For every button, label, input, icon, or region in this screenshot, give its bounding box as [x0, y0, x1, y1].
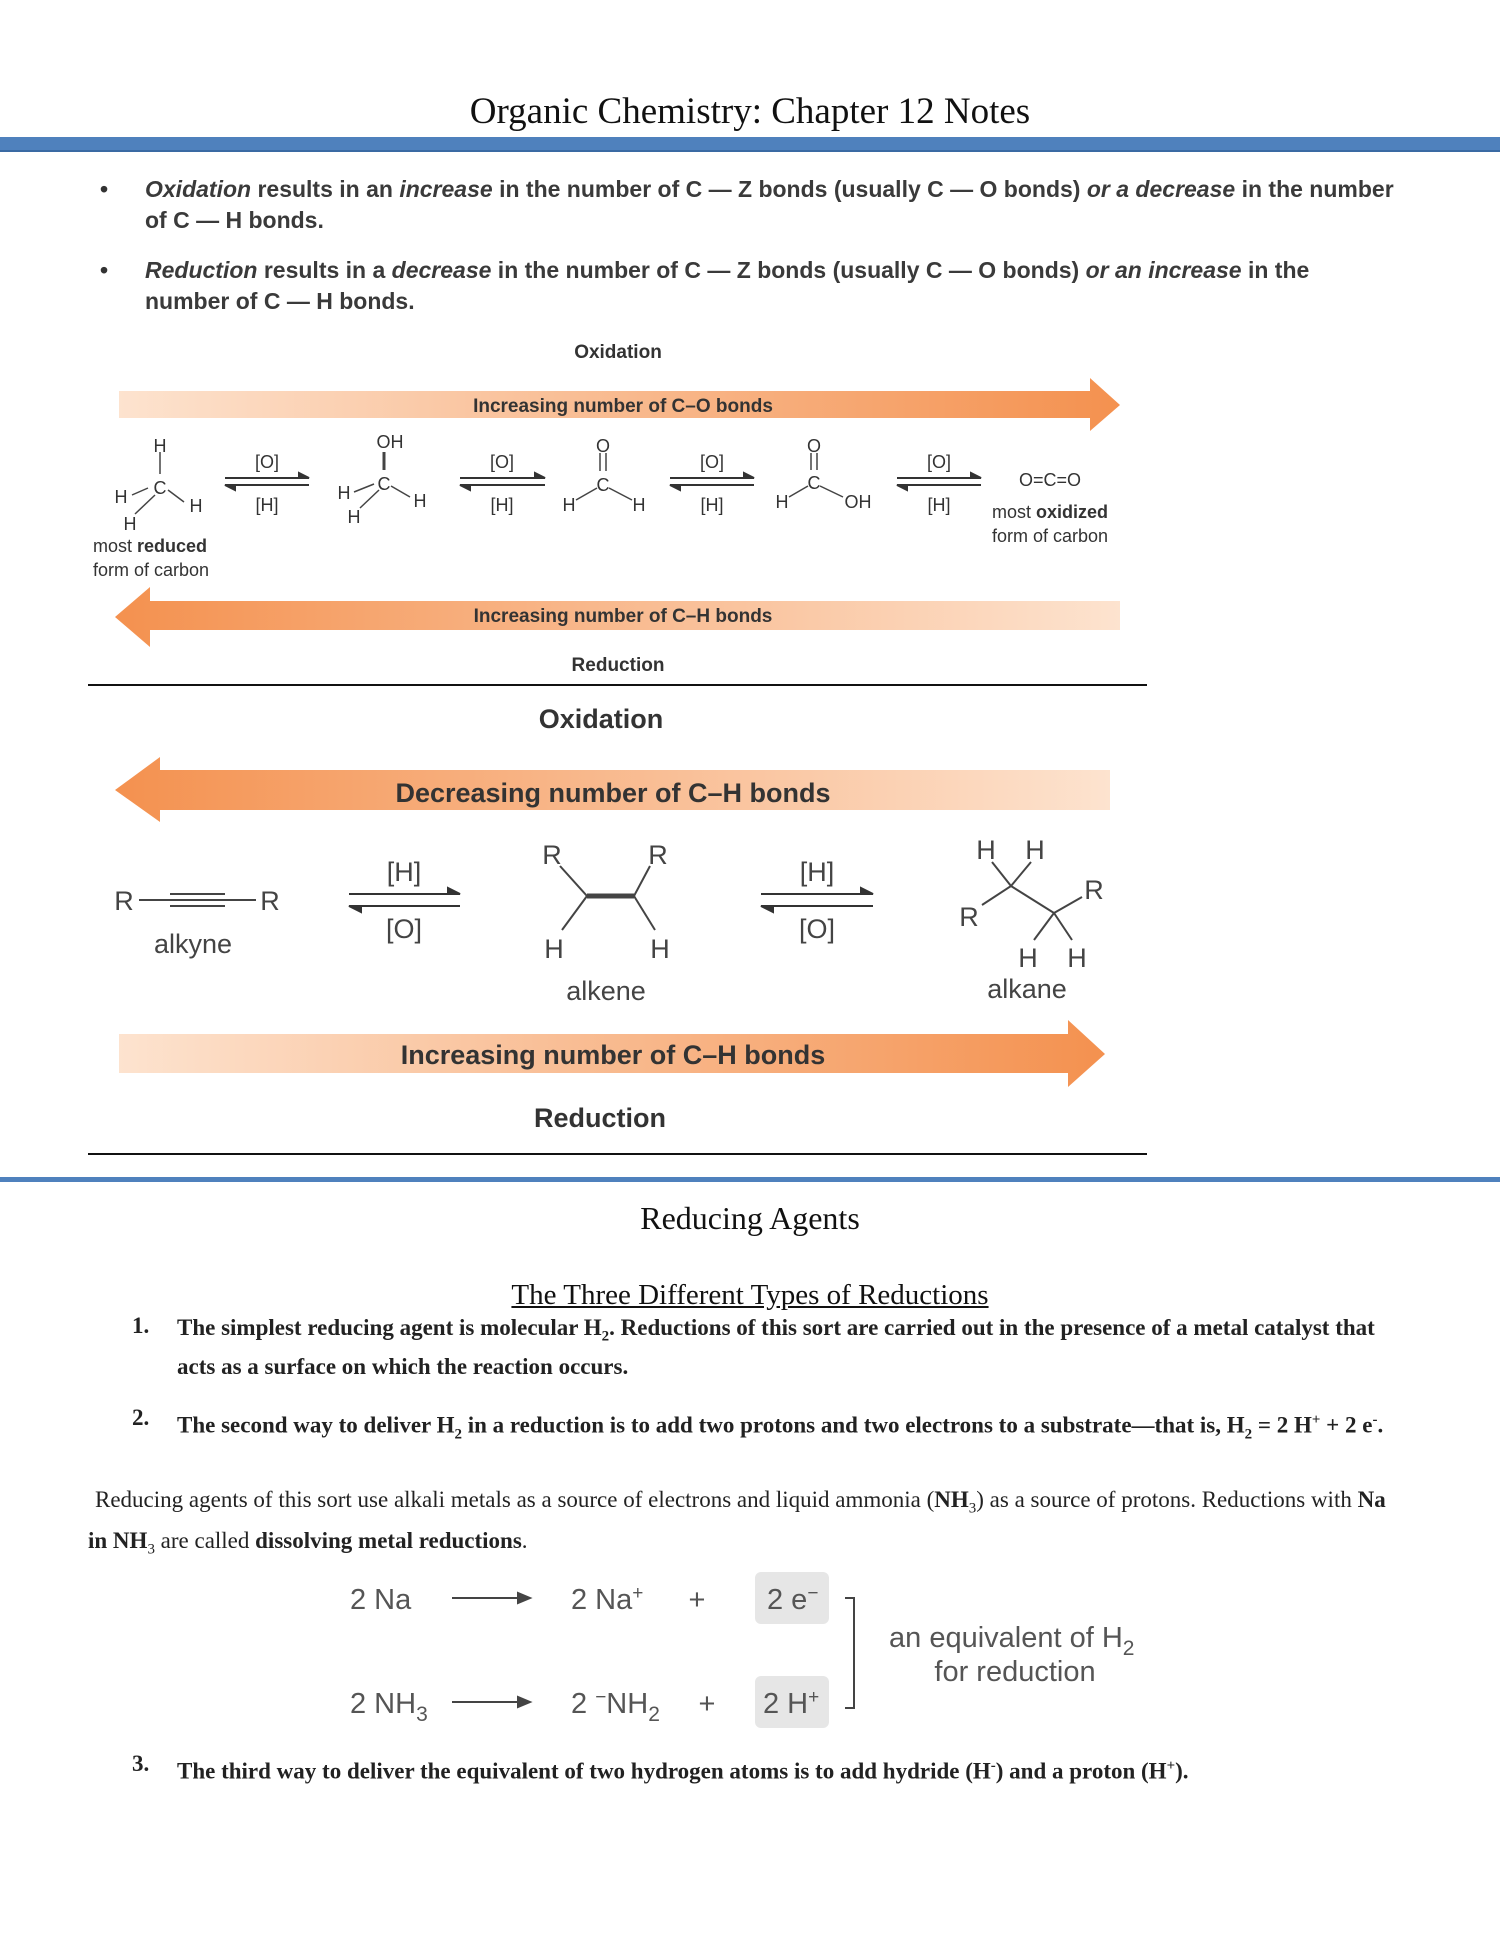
diagram-text: H [189, 496, 203, 516]
text-span: Reduction [145, 257, 258, 283]
section-title: Reducing Agents [640, 1200, 860, 1236]
item-number: 3. [132, 1751, 150, 1776]
equilibrium-arrows [349, 888, 873, 912]
diagram-text: H [632, 495, 646, 515]
diagram-text: C [596, 475, 610, 495]
bullet-dot: • [100, 176, 109, 202]
most-oxidized-label [992, 502, 1108, 522]
diagram-text: O [595, 436, 611, 456]
reduction-label: Reduction [534, 1103, 666, 1133]
text-span: - [1372, 1412, 1378, 1428]
diagram-mark [391, 486, 410, 497]
diagram-mark [360, 490, 379, 508]
list-item [177, 1313, 1417, 1382]
text-span: - [990, 1758, 996, 1774]
diagram-text: [O] [254, 452, 280, 472]
diagram-text: [O] [798, 914, 836, 944]
diagram-mark [452, 1593, 530, 1707]
diagram-text: O [806, 436, 822, 456]
diagram-text: 2 H [763, 1688, 809, 1720]
diagram-mark [670, 485, 680, 490]
diagram-text: − [807, 1583, 819, 1604]
diagram-text: most [93, 536, 138, 556]
page-title: Organic Chemistry: Chapter 12 Notes [469, 91, 1031, 132]
text-span: in a reduction is to add two protons and two electrons to a substrate—that is, H [461, 1412, 1245, 1438]
diagram-mark [789, 486, 808, 497]
diagram-mark [861, 888, 873, 894]
carbon-dioxide: O=C=O [1018, 470, 1082, 490]
oxidation-label: Oxidation [574, 342, 662, 363]
diagram-text: an equivalent of H [889, 1622, 1123, 1654]
paragraph [88, 1484, 1408, 1565]
diagram-mark [1034, 913, 1054, 940]
diagram-mark [634, 896, 655, 930]
text-span: or an increase [1085, 257, 1242, 283]
diagram-text: R [260, 886, 280, 916]
diagram-text: [H] [490, 495, 514, 515]
diagram-text: NH [606, 1688, 649, 1720]
diagram-mark [135, 495, 155, 514]
diagram-mark [560, 866, 587, 896]
diagram-text: H [775, 492, 789, 512]
text-span: . [521, 1527, 528, 1553]
diagram-text: 2 [648, 1703, 660, 1726]
diagram-mark [535, 473, 545, 478]
diagram-text: H [153, 436, 167, 456]
text-span: Na in NH [88, 1487, 1386, 1553]
diagram-text: R [542, 840, 562, 870]
diagram-mark [354, 484, 374, 492]
alkene [560, 866, 655, 930]
diagram-text: H [976, 835, 996, 865]
most-reduced-label [93, 536, 207, 556]
text-span: Reducing agents of this sort use alkali metals as a source of electrons and liquid ammonia ( [95, 1487, 935, 1512]
diagram-text: 2 [571, 1688, 596, 1720]
text-span: dissolving metal reductions [255, 1527, 522, 1553]
text-span: Oxidation [145, 176, 252, 202]
diagram-text: + [698, 1688, 716, 1720]
diagram-text: 2 NH [350, 1688, 417, 1720]
text-span: + [1311, 1412, 1321, 1428]
text-span: in the number of C — Z bonds (usually C — O bonds) [492, 176, 1087, 202]
diagram-text: 3 [416, 1703, 428, 1726]
diagram-text: [H] [799, 857, 835, 887]
text-span: in the number of C — H bonds. [145, 176, 1394, 233]
diagram-text: for reduction [934, 1656, 1096, 1688]
diagram-text: R [959, 902, 979, 932]
diagram-mark [634, 866, 650, 896]
diagram-text: [H] [386, 857, 422, 887]
bullet-dot: • [100, 257, 109, 283]
item-number: 2. [132, 1405, 150, 1430]
diagram-text: Decreasing number of C–H bonds [395, 778, 831, 808]
diagram-text: 2 Na [571, 1584, 633, 1616]
diagram-mark [349, 906, 361, 912]
text-span: = 2 H [1252, 1412, 1312, 1438]
item-number: 1. [132, 1313, 150, 1338]
diagram-text: H [413, 491, 427, 511]
text-span: in the number of C — H bonds. [145, 257, 1310, 314]
text-span: + [1166, 1758, 1176, 1774]
text-span: The simplest reducing agent is molecular H [177, 1315, 602, 1340]
text-span: 3 [968, 1500, 977, 1517]
diagram-text: C [153, 478, 167, 498]
diagram-text: C [377, 474, 391, 494]
alkane-label: alkane [987, 974, 1067, 1004]
diagram-text: 2 Na [350, 1584, 412, 1616]
text-span: increase [399, 176, 493, 202]
diagram-mark [820, 486, 843, 497]
diagram-text [889, 1622, 1134, 1660]
diagram-mark [744, 473, 754, 478]
text-span: NH [934, 1487, 969, 1512]
text-span: results in an [251, 176, 400, 202]
diagram-text: most [991, 502, 1036, 522]
diagram-text: R [114, 886, 134, 916]
diagram-text: H [1067, 943, 1087, 973]
diagram-mark [761, 906, 773, 912]
text-span: or a decrease [1086, 176, 1236, 202]
diagram-text: [O] [699, 452, 725, 472]
list-item [177, 1405, 1417, 1449]
diagram-mark [225, 485, 235, 490]
diagram-text: [H] [700, 495, 724, 515]
text-span: + 2 e [1320, 1412, 1373, 1438]
text-span: 2 [601, 1328, 610, 1345]
diagram-mark [562, 896, 587, 930]
text-span: ). [1175, 1758, 1189, 1784]
text-span: are called [154, 1527, 256, 1553]
diagram-mark [299, 473, 309, 478]
text-span: ) as a source of protons. Reductions with [976, 1487, 1358, 1512]
diagram-text [571, 1687, 660, 1726]
diagram-text: form of carbon [991, 526, 1109, 546]
alkane [982, 862, 1082, 940]
dissolving-metal-equations [350, 1572, 1134, 1728]
diagram-mark [168, 490, 184, 502]
diagram-mark [992, 862, 1011, 886]
arrow-label: Increasing number of C–O bonds [473, 396, 773, 417]
diagram-text: 2 e [767, 1584, 808, 1616]
diagram-text: C [807, 473, 821, 493]
diagram-text: + [632, 1583, 644, 1604]
text-span: The Three Different Types of Reductions [511, 1279, 989, 1311]
diagram-mark [576, 488, 597, 500]
text-span: . [1377, 1412, 1384, 1438]
text-span: The third way to deliver the equivalent of two hydrogen atoms is to add hydride (H [177, 1758, 991, 1784]
text-span: The second way to deliver H [177, 1412, 455, 1438]
reduction-label: Reduction [571, 655, 665, 676]
list-item [177, 1751, 1417, 1787]
text-span: decrease [391, 257, 492, 283]
section-subtitle [0, 1279, 1500, 1312]
diagram-mark [132, 488, 148, 495]
diagram-text: Increasing number of C–H bonds [400, 1040, 826, 1070]
diagram-text: [H] [927, 495, 951, 515]
diagram-mark [1054, 913, 1072, 940]
text-span: 2 [454, 1426, 462, 1443]
diagram-text: H [1018, 943, 1038, 973]
text-span: ) and a proton (H [995, 1758, 1167, 1784]
alkene-label: alkene [566, 976, 646, 1006]
diagram-text: H [123, 514, 137, 534]
diagram-text: + [688, 1584, 706, 1616]
diagram-text: H [337, 483, 351, 503]
diagram-mark [1011, 862, 1031, 886]
diagram-text: R [1084, 875, 1104, 905]
diagram-text: [O] [489, 452, 515, 472]
diagram-text: H [650, 934, 670, 964]
diagram-mark [518, 1593, 530, 1603]
text-span: 2 [1244, 1426, 1253, 1443]
text-span: . Reductions of this sort are carried out in the presence of a metal catalyst that acts as a surface on which the reaction occurs. [177, 1315, 1375, 1379]
diagram-text: 2 [1122, 1637, 1135, 1660]
diagram-text [350, 1688, 428, 1726]
diagram-text: form of carbon [93, 560, 210, 580]
diagram-mark [982, 886, 1011, 905]
diagram-text: H [562, 495, 576, 515]
bracket [845, 1598, 854, 1708]
diagram-mark [971, 473, 981, 478]
diagram-mark [1054, 897, 1082, 913]
diagram-text: H [347, 507, 361, 527]
diagram-text: [H] [255, 495, 279, 515]
text-span: 3 [147, 1541, 155, 1558]
text-span: in the number of C — Z bonds (usually C — O bonds) [491, 257, 1086, 283]
diagram-mark [609, 488, 632, 500]
diagram-text: R [648, 840, 668, 870]
alkyne-label: alkyne [153, 929, 233, 959]
diagram-text: + [808, 1687, 820, 1708]
diagram-mark [518, 1697, 530, 1707]
diagram-text: H [1025, 835, 1045, 865]
diagram-text: Increasing number of C–H bonds [473, 606, 773, 627]
oxidation-label: Oxidation [538, 704, 664, 734]
diagram-text: − [595, 1687, 607, 1708]
diagram-text: H [114, 487, 128, 507]
diagram-text: [O] [385, 914, 423, 944]
diagram-mark [448, 888, 460, 894]
diagram-mark [1011, 886, 1054, 913]
section-divider [0, 1177, 1500, 1182]
diagram-text: oxidized [1036, 502, 1109, 522]
diagram-text [571, 1583, 643, 1616]
diagram-text: OH [844, 492, 872, 512]
diagram-text: OH [376, 432, 404, 452]
diagram-text: reduced [137, 536, 208, 556]
text-span: results in a [257, 257, 392, 283]
diagram-text: [O] [926, 452, 952, 472]
alkyne-bonds [139, 894, 256, 906]
diagram-mark [460, 485, 470, 490]
diagram-mark [897, 485, 907, 490]
diagram-text: H [544, 934, 564, 964]
